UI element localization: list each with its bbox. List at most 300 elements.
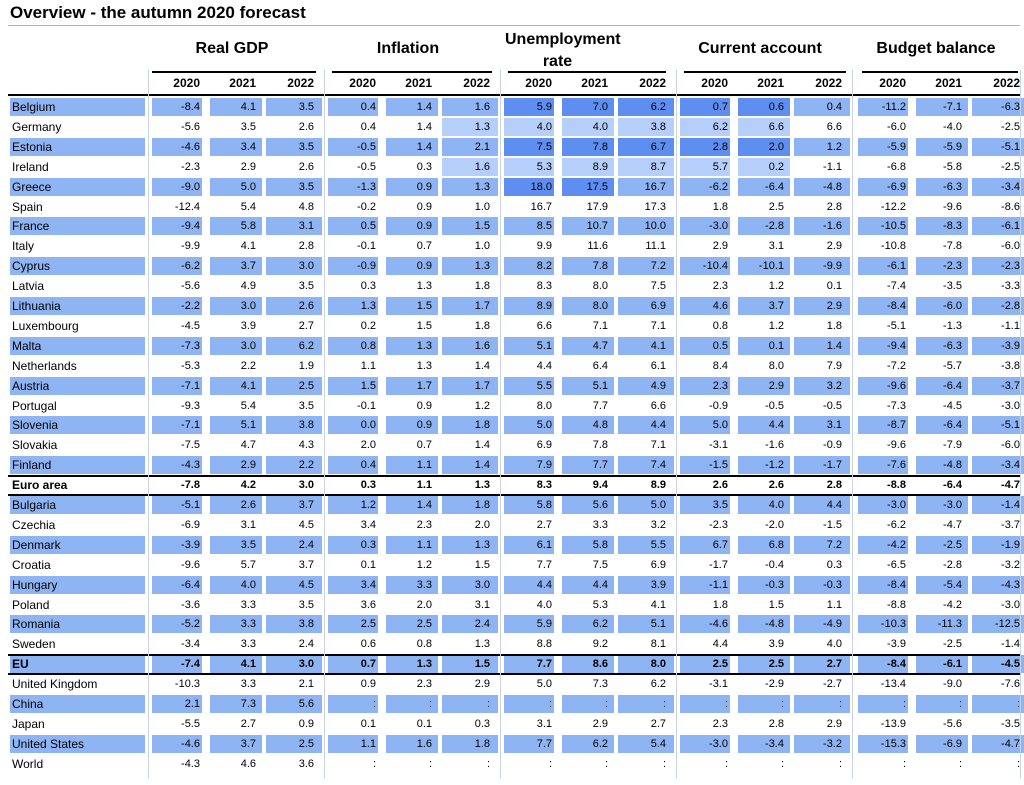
cell-value-gdp-2020: -6.9 [181,519,200,531]
column-separator [148,70,149,778]
cell-value-gdp-2020: -9.3 [181,400,200,412]
country-name: United States [12,737,85,751]
cell-value-infl-2022: 1.8 [474,499,490,511]
cell-value-unemp-2020: 4.0 [536,121,552,133]
cell-value-ca-2020: 6.2 [712,121,728,133]
cell-value-unemp-2021: 4.8 [592,419,608,431]
cell-value-unemp-2020: : [548,698,552,710]
cell-value-bb-2021: -9.6 [943,201,962,213]
cell-value-bb-2022: -4.3 [1001,579,1020,591]
cell-value-ca-2022: -9.9 [823,260,842,272]
country-name: Portugal [12,399,57,413]
table-row [0,695,1024,713]
cell-value-bb-2020: -7.2 [887,360,906,372]
cell-value-unemp-2021: 8.0 [592,280,608,292]
cell-value-infl-2021: 1.3 [416,360,432,372]
cell-value-infl-2021: 0.9 [416,419,432,431]
cell-value-infl-2020: -0.1 [357,400,376,412]
cell-value-ca-2021: 0.2 [768,161,784,173]
cell-value-gdp-2021: 2.9 [240,161,256,173]
column-separator [324,70,325,778]
cell-value-infl-2020: 1.5 [360,380,376,392]
cell-value-unemp-2021: 7.8 [592,260,608,272]
cell-value-unemp-2021: 10.7 [586,220,608,232]
cell-value-gdp-2021: 3.3 [240,599,256,611]
cell-value-ca-2020: -1.7 [709,559,728,571]
cell-value-unemp-2022: 7.5 [650,280,666,292]
cell-value-gdp-2020: -4.3 [181,758,200,770]
cell-value-infl-2022: 1.2 [474,400,490,412]
cell-value-gdp-2021: 3.7 [240,738,256,750]
cell-value-bb-2021: -2.8 [943,559,962,571]
year-header-bb-2020: 2020 [879,76,906,90]
cell-value-infl-2021: 0.7 [416,439,432,451]
cell-value-bb-2021: -1.3 [943,320,962,332]
table-row [0,556,1024,574]
cell-value-ca-2021: 6.8 [768,539,784,551]
cell-value-unemp-2021: 5.1 [592,380,608,392]
cell-value-gdp-2022: 2.2 [298,459,314,471]
table-row [0,615,1024,633]
cell-value-infl-2022: : [486,758,490,770]
cell-value-unemp-2022: 6.2 [650,101,666,113]
group-header-budget-balance: Budget balance [876,40,996,57]
cell-value-unemp-2022: 7.4 [650,459,666,471]
year-header-unemp-2020: 2020 [525,76,552,90]
cell-value-gdp-2022: 2.4 [298,539,314,551]
cell-value-gdp-2020: -5.2 [181,618,200,630]
cell-value-bb-2022: -3.3 [1001,280,1020,292]
cell-value-gdp-2021: 3.7 [240,260,256,272]
cell-value-infl-2021: 2.3 [416,678,432,690]
cell-value-infl-2022: 1.3 [474,181,490,193]
table-row [0,217,1024,235]
cell-value-ca-2022: 0.1 [826,280,842,292]
cell-value-bb-2020: : [902,698,906,710]
cell-value-infl-2022: 1.4 [474,459,490,471]
cell-value-unemp-2021: 8.9 [592,161,608,173]
cell-value-ca-2021: -2.0 [765,519,784,531]
cell-value-bb-2022: -3.9 [1001,340,1020,352]
cell-value-infl-2021: 0.9 [416,220,432,232]
table-row [0,337,1024,355]
cell-value-gdp-2021: 3.9 [240,320,256,332]
cell-value-gdp-2021: 3.5 [240,121,256,133]
cell-value-gdp-2022: 4.8 [298,201,314,213]
cell-value-infl-2020: 0.7 [360,658,376,670]
cell-value-gdp-2022: 3.8 [298,618,314,630]
cell-value-infl-2020: -0.5 [357,161,376,173]
cell-value-unemp-2022: 7.2 [650,260,666,272]
cell-value-infl-2021: 0.1 [416,718,432,730]
cell-value-infl-2021: 1.5 [416,320,432,332]
cell-value-unemp-2021: 7.8 [592,439,608,451]
group-underline-budget-balance [862,71,1018,73]
cell-value-bb-2022: -4.7 [1001,738,1020,750]
cell-value-gdp-2020: -3.4 [181,638,200,650]
cell-value-infl-2021: 1.4 [416,141,432,153]
country-name: Denmark [12,538,61,552]
cell-value-infl-2022: 1.3 [474,260,490,272]
cell-value-unemp-2021: : [604,758,608,770]
cell-value-unemp-2022: : [662,698,666,710]
cell-value-bb-2020: -9.6 [887,380,906,392]
table-row [0,98,1024,116]
cell-value-infl-2022: 1.3 [474,121,490,133]
cell-value-gdp-2021: 3.0 [240,300,256,312]
cell-value-infl-2020: : [372,758,376,770]
cell-value-infl-2021: 3.3 [416,579,432,591]
cell-value-ca-2022: 2.9 [826,300,842,312]
cell-value-ca-2022: 2.7 [826,658,842,670]
cell-value-unemp-2022: 3.9 [650,579,666,591]
country-name: Spain [12,200,43,214]
cell-value-ca-2022: 1.4 [826,340,842,352]
country-name: Czechia [12,518,56,532]
page-title: Overview - the autumn 2020 forecast [10,3,306,22]
aggregate-rule-top [8,475,1020,477]
cell-value-infl-2020: 2.0 [360,439,376,451]
cell-value-gdp-2021: 4.1 [240,658,256,670]
cell-value-bb-2021: -6.9 [943,738,962,750]
cell-value-bb-2020: -6.9 [887,181,906,193]
cell-value-unemp-2020: 5.3 [536,161,552,173]
table-row [0,158,1024,176]
cell-value-gdp-2021: 5.4 [240,400,256,412]
cell-value-unemp-2020: 5.5 [536,380,552,392]
cell-value-bb-2020: -8.4 [887,300,906,312]
cell-value-gdp-2022: 2.1 [298,678,314,690]
cell-value-infl-2021: 0.8 [416,638,432,650]
cell-value-gdp-2021: 5.4 [240,201,256,213]
table-row [0,516,1024,534]
cell-value-infl-2020: : [372,698,376,710]
cell-value-infl-2021: 1.5 [416,300,432,312]
cell-value-ca-2021: 2.6 [768,479,784,491]
cell-value-bb-2020: -6.0 [887,121,906,133]
cell-value-bb-2021: -7.8 [943,240,962,252]
cell-value-bb-2020: : [902,758,906,770]
cell-value-gdp-2022: 3.7 [298,559,314,571]
cell-value-unemp-2020: 5.0 [536,419,552,431]
cell-value-ca-2021: 0.1 [768,340,784,352]
table-row [0,416,1024,434]
cell-value-infl-2021: 0.9 [416,260,432,272]
cell-value-unemp-2022: 6.2 [650,678,666,690]
cell-value-gdp-2020: -9.0 [181,181,200,193]
cell-value-infl-2020: 1.1 [360,738,376,750]
cell-value-unemp-2022: 11.1 [645,240,666,252]
cell-value-unemp-2021: 8.6 [592,658,608,670]
cell-value-infl-2020: 0.4 [360,121,376,133]
table-row [0,138,1024,156]
cell-value-infl-2022: 1.6 [474,161,490,173]
cell-value-infl-2022: 1.5 [474,658,490,670]
cell-value-bb-2022: -3.2 [1001,559,1020,571]
cell-value-infl-2020: 3.6 [360,599,376,611]
country-name: Belgium [12,100,56,114]
cell-value-unemp-2022: 5.0 [650,499,666,511]
cell-value-bb-2021: -7.9 [943,439,962,451]
cell-value-infl-2020: 0.5 [360,220,376,232]
cell-value-gdp-2020: -5.1 [181,499,200,511]
cell-value-ca-2022: -0.5 [823,400,842,412]
cell-value-unemp-2021: 9.4 [592,479,608,491]
cell-value-bb-2021: -8.3 [943,220,962,232]
cell-value-bb-2020: -8.7 [887,419,906,431]
cell-value-unemp-2021: 6.4 [592,360,608,372]
cell-value-infl-2021: 1.4 [416,499,432,511]
cell-value-bb-2020: -3.0 [887,499,906,511]
cell-value-unemp-2020: 6.9 [536,439,552,451]
cell-value-ca-2021: -3.4 [765,738,784,750]
cell-value-infl-2022: 2.1 [474,141,490,153]
country-name: Latvia [12,279,45,293]
cell-value-bb-2022: -3.7 [1001,519,1020,531]
cell-value-infl-2022: 1.3 [474,539,490,551]
cell-value-unemp-2022: 8.7 [650,161,666,173]
cell-value-gdp-2020: -9.6 [181,559,200,571]
cell-value-ca-2021: -1.2 [765,459,784,471]
cell-value-gdp-2020: -5.6 [181,280,200,292]
cell-value-bb-2021: -4.5 [943,400,962,412]
cell-value-gdp-2021: 4.1 [240,101,256,113]
cell-value-gdp-2020: -5.3 [181,360,200,372]
cell-value-ca-2022: -4.9 [823,618,842,630]
cell-value-infl-2021: : [428,698,432,710]
country-name: Germany [12,120,62,134]
cell-value-bb-2022: : [1016,758,1020,770]
cell-value-gdp-2022: 2.7 [298,320,314,332]
cell-value-bb-2020: -5.1 [887,320,906,332]
cell-value-infl-2021: 1.1 [416,459,432,471]
cell-value-ca-2020: -3.0 [709,738,728,750]
cell-value-infl-2022: 1.8 [474,419,490,431]
cell-value-ca-2022: 2.9 [826,240,842,252]
table-row [0,178,1024,196]
cell-value-ca-2020: -3.1 [709,678,728,690]
cell-value-bb-2022: -3.4 [1001,181,1020,193]
cell-value-gdp-2020: -2.2 [181,300,200,312]
cell-value-ca-2020: 2.3 [712,718,728,730]
cell-value-gdp-2022: 3.5 [298,400,314,412]
cell-value-infl-2020: -0.1 [357,240,376,252]
cell-value-infl-2020: -0.2 [357,201,376,213]
cell-value-bb-2020: -8.4 [887,579,906,591]
cell-value-infl-2021: 1.2 [416,559,432,571]
cell-value-infl-2021: 0.7 [416,240,432,252]
cell-value-unemp-2022: 2.7 [650,718,666,730]
cell-value-ca-2020: 2.8 [712,141,728,153]
country-name: United Kingdom [12,677,98,691]
table-row [0,357,1024,375]
table-row [0,755,1024,773]
cell-value-gdp-2021: 5.0 [240,181,256,193]
cell-value-ca-2020: 1.8 [712,201,728,213]
table-row [0,576,1024,594]
cell-value-bb-2022: -3.0 [1001,400,1020,412]
cell-value-ca-2021: -2.9 [765,678,784,690]
title-rule [8,25,1020,26]
cell-value-infl-2021: 2.0 [416,599,432,611]
cell-value-bb-2021: : [958,698,962,710]
cell-value-gdp-2020: -3.9 [181,539,200,551]
cell-value-ca-2020: 2.3 [712,380,728,392]
cell-value-bb-2022: -3.4 [1001,459,1020,471]
cell-value-unemp-2020: 7.7 [536,738,552,750]
cell-value-gdp-2021: 4.9 [240,280,256,292]
cell-value-gdp-2021: 3.4 [240,141,256,153]
header-bottom-rule [8,94,1020,96]
table-row [0,655,1024,673]
cell-value-ca-2021: 0.6 [768,101,784,113]
table-row [0,237,1024,255]
cell-value-gdp-2020: -7.4 [181,658,200,670]
cell-value-ca-2020: 1.8 [712,599,728,611]
cell-value-gdp-2022: 3.8 [298,419,314,431]
cell-value-bb-2021: -6.3 [943,181,962,193]
table-row [0,715,1024,733]
table-row [0,377,1024,395]
year-header-bb-2022: 2022 [993,76,1020,90]
cell-value-infl-2020: 0.3 [360,280,376,292]
cell-value-unemp-2020: 4.4 [536,579,552,591]
country-name: France [12,219,50,233]
cell-value-unemp-2022: 8.0 [650,658,666,670]
cell-value-ca-2020: -3.1 [709,439,728,451]
cell-value-ca-2021: -2.8 [765,220,784,232]
cell-value-bb-2020: -8.8 [887,479,906,491]
cell-value-ca-2022: -1.6 [823,220,842,232]
cell-value-ca-2022: 4.0 [826,638,842,650]
table-row [0,456,1024,474]
cell-value-bb-2021: -4.7 [943,519,962,531]
cell-value-infl-2022: 2.4 [474,618,490,630]
country-name: Austria [12,379,50,393]
group-header-current-account: Current account [698,40,822,57]
cell-value-unemp-2022: 5.5 [650,539,666,551]
column-separator [500,70,501,778]
cell-value-bb-2020: -6.1 [887,260,906,272]
cell-value-ca-2022: -0.3 [823,579,842,591]
cell-value-infl-2020: 0.9 [360,678,376,690]
cell-value-ca-2022: 1.2 [826,141,842,153]
cell-value-unemp-2021: 8.0 [592,300,608,312]
cell-value-bb-2020: -6.5 [887,559,906,571]
cell-value-bb-2022: -6.1 [1001,220,1020,232]
cell-value-infl-2022: 1.3 [474,638,490,650]
country-name: Sweden [12,637,56,651]
cell-value-unemp-2022: 5.4 [650,738,666,750]
cell-value-ca-2020: -10.4 [702,260,728,272]
cell-value-infl-2021: 1.1 [416,479,432,491]
cell-value-ca-2022: 1.1 [826,599,842,611]
table-row [0,635,1024,653]
cell-value-ca-2022: 4.4 [826,499,842,511]
country-name: Hungary [12,578,58,592]
cell-value-gdp-2020: -3.6 [181,599,200,611]
cell-value-unemp-2021: 4.4 [592,579,608,591]
cell-value-ca-2021: 2.9 [768,380,784,392]
country-name: Bulgaria [12,498,57,512]
cell-value-bb-2022: -6.0 [1001,439,1020,451]
cell-value-gdp-2022: 4.5 [298,519,314,531]
cell-value-gdp-2021: 3.3 [240,618,256,630]
cell-value-bb-2022: -6.0 [1001,240,1020,252]
cell-value-infl-2020: 1.2 [360,499,376,511]
cell-value-unemp-2020: : [548,758,552,770]
cell-value-bb-2021: -6.4 [943,479,962,491]
cell-value-ca-2020: -0.9 [709,400,728,412]
cell-value-unemp-2021: 7.8 [592,141,608,153]
cell-value-bb-2022: -5.1 [1001,419,1020,431]
cell-value-infl-2020: 0.1 [360,559,376,571]
cell-value-unemp-2021: 5.8 [592,539,608,551]
cell-value-gdp-2022: 3.5 [298,101,314,113]
cell-value-bb-2021: -5.4 [943,579,962,591]
table-row [0,257,1024,275]
cell-value-unemp-2021: 11.6 [587,240,608,252]
table-row [0,476,1024,494]
cell-value-infl-2020: 2.5 [360,618,376,630]
group-underline-current-account [684,71,846,73]
table-row [0,675,1024,693]
cell-value-gdp-2020: -6.4 [181,579,200,591]
cell-value-unemp-2022: 8.1 [650,638,666,650]
cell-value-ca-2020: 0.8 [712,320,728,332]
cell-value-gdp-2021: 5.1 [240,419,256,431]
cell-value-unemp-2020: 7.9 [536,459,552,471]
year-header-infl-2020: 2020 [349,76,376,90]
cell-value-infl-2021: 2.5 [416,618,432,630]
country-name: Malta [12,339,42,353]
cell-value-infl-2021: 1.7 [416,380,432,392]
cell-value-ca-2020: 5.0 [712,419,728,431]
cell-value-bb-2021: -5.7 [943,360,962,372]
cell-value-ca-2022: : [838,698,842,710]
cell-value-ca-2020: 2.5 [712,658,728,670]
cell-value-bb-2022: -8.6 [1001,201,1020,213]
cell-value-gdp-2020: -8.4 [181,101,200,113]
cell-value-ca-2021: 3.7 [768,300,784,312]
country-name: Netherlands [12,359,77,373]
cell-value-gdp-2021: 5.7 [240,559,256,571]
cell-value-ca-2022: 7.2 [826,539,842,551]
cell-value-bb-2021: -5.9 [943,141,962,153]
cell-value-bb-2021: -6.4 [943,380,962,392]
cell-value-gdp-2020: -9.4 [181,220,200,232]
cell-value-bb-2021: -2.5 [943,638,962,650]
cell-value-unemp-2021: 2.9 [592,718,608,730]
cell-value-gdp-2021: 4.0 [240,579,256,591]
cell-value-ca-2022: -1.7 [823,459,842,471]
cell-value-unemp-2020: 6.1 [536,539,552,551]
cell-value-unemp-2022: 3.2 [650,519,666,531]
country-name: Estonia [12,140,53,154]
cell-value-bb-2020: -4.2 [887,539,906,551]
cell-value-infl-2022: : [486,698,490,710]
cell-value-ca-2020: -4.6 [709,618,728,630]
cell-value-unemp-2020: 8.3 [536,280,552,292]
cell-value-bb-2021: -2.3 [943,260,962,272]
cell-value-ca-2020: -6.2 [709,181,728,193]
cell-value-gdp-2021: 7.3 [240,698,256,710]
cell-value-gdp-2021: 5.8 [240,220,256,232]
cell-value-unemp-2020: 5.1 [536,340,552,352]
cell-value-ca-2020: -1.5 [709,459,728,471]
group-underline-unemployment [508,71,666,73]
cell-value-unemp-2022: 6.7 [650,141,666,153]
